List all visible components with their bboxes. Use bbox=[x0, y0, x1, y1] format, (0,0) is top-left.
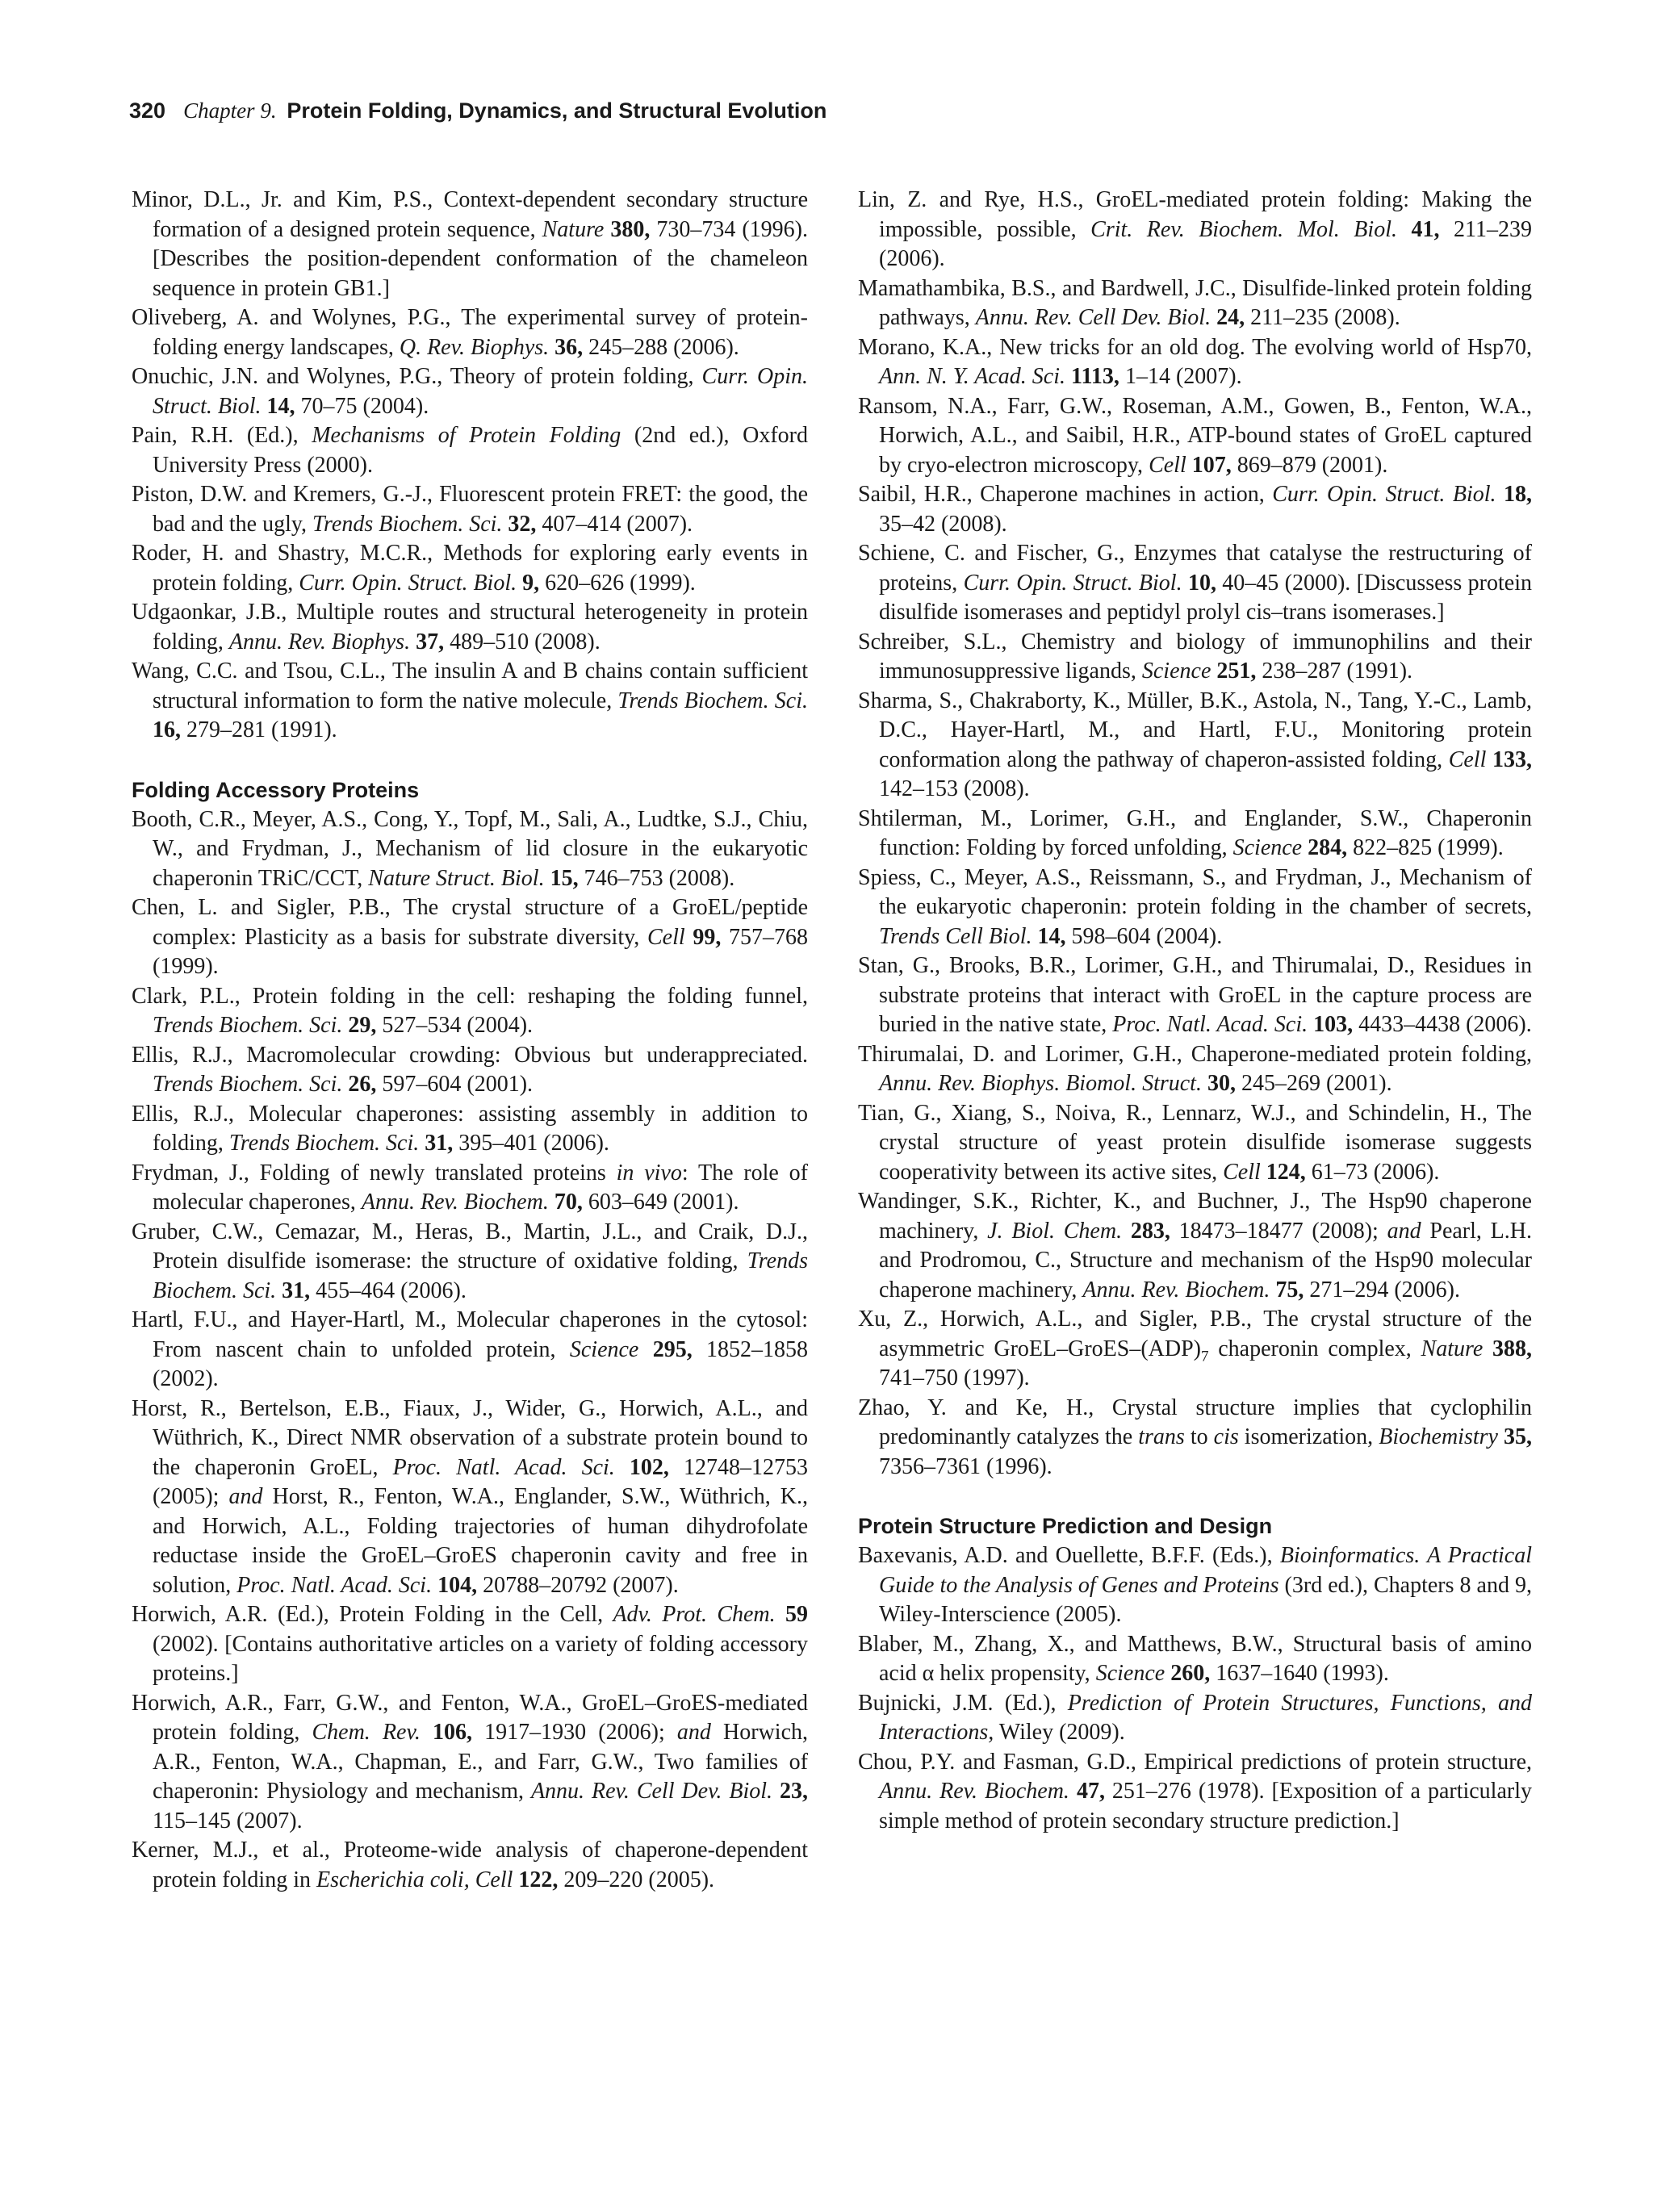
reference-text bbox=[549, 1190, 554, 1215]
reference-text: 388, bbox=[1492, 1336, 1532, 1361]
reference-text bbox=[545, 866, 550, 891]
reference-text: 24, bbox=[1216, 305, 1245, 330]
reference-text: Trends Biochem. Sci. bbox=[228, 1131, 420, 1156]
reference-text: 14, bbox=[266, 393, 295, 419]
reference-text: 1852–1858 (2002). bbox=[153, 1336, 809, 1391]
reference-text: Horwich, A.R., Fenton, W.A., Chapman, E., and Farr, G.W., Two families of chaperonin: Physiology and mechanism, bbox=[153, 1720, 808, 1804]
reference-entry bbox=[132, 1395, 808, 1601]
reference-text: Pearl, L.H. and Prodromou, C., Structure and mechanism of the Hsp90 molecular chaperone machinery, bbox=[879, 1218, 1533, 1303]
reference-text bbox=[638, 1337, 652, 1362]
reference-entry bbox=[132, 539, 808, 598]
reference-text: 47, bbox=[1076, 1779, 1105, 1804]
reference-text: 1113, bbox=[1071, 364, 1119, 389]
reference-text: 75, bbox=[1275, 1277, 1304, 1303]
page-number: 320 bbox=[129, 98, 166, 123]
reference-text: Wandinger, S.K., Richter, K., and Buchner, J., The Hsp90 chaperone machinery, bbox=[858, 1189, 1532, 1244]
reference-text: 251, bbox=[1216, 659, 1257, 684]
reference-text bbox=[776, 1602, 785, 1627]
reference-text: Nature Struct. Biol. bbox=[368, 865, 545, 891]
reference-text: Minor, D.L., Jr. and Kim, P.S., Context-dependent secondary structure formation of a designed protein sequence, bbox=[132, 187, 808, 242]
reference-text: Adv. Prot. Chem. bbox=[613, 1602, 776, 1627]
reference-text bbox=[262, 394, 267, 419]
reference-text bbox=[1032, 924, 1038, 949]
reference-text: Science bbox=[1141, 659, 1212, 684]
reference-text: 822–825 (1999). bbox=[1347, 835, 1504, 860]
reference-text: 18473–18477 (2008); bbox=[1170, 1218, 1387, 1244]
reference-entry bbox=[132, 1100, 808, 1159]
reference-text bbox=[1065, 364, 1071, 389]
reference-text: Curr. Opin. Struct. Biol. bbox=[963, 570, 1182, 596]
reference-text: Trends Biochem. Sci. bbox=[312, 511, 503, 537]
reference-text: 26, bbox=[348, 1072, 377, 1097]
reference-text: isomerization, bbox=[1238, 1424, 1379, 1449]
reference-list-section bbox=[132, 805, 808, 1896]
reference-text: 284, bbox=[1308, 835, 1348, 860]
reference-text: 527–534 (2004). bbox=[376, 1013, 534, 1038]
reference-text: Trends Biochem. Sci. bbox=[153, 1072, 343, 1097]
reference-text: 37, bbox=[416, 629, 445, 654]
reference-entry bbox=[132, 1218, 808, 1307]
reference-text: 380, bbox=[610, 216, 651, 242]
reference-entry bbox=[858, 1099, 1532, 1188]
reference-text: Cell bbox=[1149, 452, 1186, 478]
reference-entry bbox=[858, 392, 1532, 481]
reference-text: in vivo bbox=[616, 1160, 682, 1185]
reference-text: 35, bbox=[1504, 1424, 1533, 1449]
reference-text: Crit. Rev. Biochem. Mol. Biol. bbox=[1090, 216, 1397, 242]
reference-text: : The role of molecular chaperones, bbox=[153, 1160, 808, 1215]
reference-text: 455–464 (2006). bbox=[310, 1277, 467, 1303]
reference-text: 18, bbox=[1504, 482, 1533, 507]
reference-entry bbox=[132, 893, 808, 982]
reference-text: Nature bbox=[542, 216, 605, 242]
reference-text bbox=[1186, 453, 1192, 478]
reference-text: Horwich, A.R. (Ed.), Protein Folding in the Cell, bbox=[132, 1602, 613, 1627]
reference-text: Trends Biochem. Sci. bbox=[153, 1013, 343, 1038]
reference-text: 260, bbox=[1170, 1661, 1211, 1686]
reference-text: Curr. Opin. Struct. Biol. bbox=[299, 570, 517, 596]
reference-text: Pain, R.H. (Ed.), bbox=[132, 423, 312, 448]
reference-text: 603–649 (2001). bbox=[582, 1190, 739, 1215]
reference-text: Frydman, J., Folding of newly translated proteins bbox=[132, 1160, 617, 1185]
reference-entry bbox=[858, 1187, 1532, 1305]
reference-text: Cell bbox=[1223, 1159, 1261, 1185]
reference-text: Chen, L. and Sigler, P.B., The crystal structure of a GroEL/peptide complex: Plasticity as a basis for substrate diversity, bbox=[132, 895, 808, 950]
reference-entry bbox=[132, 657, 808, 746]
reference-text: 271–294 (2006). bbox=[1304, 1277, 1460, 1303]
reference-text: 20788–20792 (2007). bbox=[477, 1572, 679, 1598]
reference-text: Escherichia coli, Cell bbox=[316, 1867, 513, 1892]
reference-text: Science bbox=[1095, 1661, 1165, 1686]
reference-text: 10, bbox=[1187, 570, 1216, 596]
reference-text: 102, bbox=[629, 1454, 669, 1480]
reference-text: 36, bbox=[554, 334, 584, 360]
reference-text: Ellis, R.J., Molecular chaperones: assisting assembly in addition to folding, bbox=[132, 1101, 808, 1156]
reference-text: 4433–4438 (2006). bbox=[1353, 1012, 1532, 1037]
reference-text bbox=[1486, 747, 1492, 772]
reference-text: 279–281 (1991). bbox=[181, 717, 337, 742]
reference-entry bbox=[132, 480, 808, 539]
reference-text: 41, bbox=[1411, 216, 1440, 242]
reference-text: 597–604 (2001). bbox=[376, 1072, 534, 1097]
reference-text: 9, bbox=[522, 570, 540, 596]
reference-text bbox=[1069, 1779, 1077, 1804]
reference-entry bbox=[858, 1748, 1532, 1837]
reference-text: Udgaonkar, J.B., Multiple routes and structural heterogeneity in protein folding, bbox=[132, 600, 808, 654]
reference-text: Tian, G., Xiang, S., Noiva, R., Lennarz, W.J., and Schindelin, H., The crystal structure of yeast protein disulfide isomerase suggests cooperativity between its active sites, bbox=[858, 1100, 1532, 1185]
reference-text: 407–414 (2007). bbox=[536, 511, 693, 537]
reference-text: (2002). [Contains authoritative articles on a variety of folding accessory proteins.] bbox=[153, 1631, 808, 1686]
reference-text bbox=[421, 1720, 433, 1745]
running-header bbox=[129, 98, 826, 123]
reference-entry bbox=[132, 1306, 808, 1395]
reference-text bbox=[1122, 1219, 1131, 1244]
reference-text: 245–288 (2006). bbox=[583, 334, 739, 360]
reference-text: 23, bbox=[780, 1779, 808, 1804]
reference-text: 741–750 (1997). bbox=[879, 1365, 1030, 1390]
reference-text: Piston, D.W. and Kremers, G.-J., Fluorescent protein FRET: the good, the bad and the ugly, bbox=[132, 482, 808, 537]
reference-entry bbox=[858, 805, 1532, 863]
reference-entry bbox=[132, 421, 808, 480]
reference-text: Xu, Z., Horwich, A.L., and Sigler, P.B., The crystal structure of the asymmetric GroEL–GroES–(ADP) bbox=[858, 1307, 1532, 1361]
reference-entry bbox=[858, 628, 1532, 687]
reference-entry bbox=[132, 982, 808, 1041]
reference-text: (3rd ed.), Chapters 8 and 9, Wiley-Interscience (2005). bbox=[879, 1572, 1533, 1627]
reference-text: 211–239 (2006). bbox=[879, 216, 1532, 271]
reference-text: Prediction of Protein Structures, Functions, and Interactions, bbox=[879, 1690, 1532, 1745]
reference-text bbox=[685, 925, 693, 950]
reference-text: Proc. Natl. Acad. Sci. bbox=[392, 1454, 615, 1480]
reference-text: J. Biol. Chem. bbox=[987, 1218, 1123, 1244]
reference-text: Curr. Opin. Struct. Biol. bbox=[1272, 482, 1496, 507]
reference-entry bbox=[132, 598, 808, 657]
reference-text: 122, bbox=[518, 1867, 559, 1892]
reference-text: Zhao, Y. and Ke, H., Crystal structure implies that cyclophilin predominantly catalyzes the bbox=[858, 1395, 1532, 1449]
left-column bbox=[132, 186, 808, 1895]
reference-text: and bbox=[1387, 1218, 1421, 1244]
reference-text: Ransom, N.A., Farr, G.W., Roseman, A.M., Gowen, B., Fenton, W.A., Horwich, A.L., and Saibil, H.R., ATP-bound states of GroEL captured by cryo-electron microscopy, bbox=[858, 393, 1532, 478]
reference-text: Proc. Natl. Acad. Sci. bbox=[1112, 1012, 1308, 1037]
reference-text: 211–235 (2008). bbox=[1245, 305, 1400, 330]
reference-text: Annu. Rev. Cell Dev. Biol. bbox=[530, 1779, 773, 1804]
reference-text: Annu. Rev. Biochem. bbox=[1082, 1277, 1270, 1303]
reference-text: 124, bbox=[1266, 1159, 1306, 1185]
reference-text: and bbox=[676, 1720, 711, 1745]
reference-text: 61–73 (2006). bbox=[1305, 1159, 1440, 1185]
section-title-protein-structure-prediction: Protein Structure Prediction and Design bbox=[858, 1514, 1273, 1538]
reference-text: 620–626 (1999). bbox=[539, 570, 696, 596]
reference-text: 115–145 (2007). bbox=[153, 1808, 303, 1834]
reference-text: 40–45 (2000). [Discussess protein disulfide isomerases and peptidyl prolyl cis–trans isomerases.] bbox=[879, 570, 1532, 625]
reference-text: 35–42 (2008). bbox=[879, 511, 1007, 537]
reference-text: 869–879 (2001). bbox=[1231, 452, 1388, 478]
reference-entry bbox=[858, 1040, 1532, 1099]
section-title-folding-accessory-proteins: Folding Accessory Proteins bbox=[132, 777, 420, 802]
reference-entry bbox=[858, 539, 1532, 628]
reference-text: 1637–1640 (1993). bbox=[1210, 1661, 1389, 1686]
reference-text: 15, bbox=[550, 865, 579, 891]
reference-text: 70–75 (2004). bbox=[295, 393, 429, 419]
reference-text: Mamathambika, B.S., and Bardwell, J.C., Disulfide-linked protein folding pathways, bbox=[858, 275, 1532, 330]
reference-text: 283, bbox=[1130, 1218, 1170, 1244]
reference-text: Annu. Rev. Biochem. bbox=[879, 1779, 1069, 1804]
reference-text: Trends Biochem. Sci. bbox=[617, 688, 808, 713]
reference-text: Mechanisms of Protein Folding bbox=[312, 423, 621, 448]
reference-entry bbox=[858, 1394, 1532, 1482]
reference-text: Kerner, M.J., et al., Proteome-wide analysis of chaperone-dependent protein folding in bbox=[132, 1838, 808, 1892]
reference-text: Trends Cell Biol. bbox=[879, 923, 1032, 949]
reference-text: Wang, C.C. and Tsou, C.L., The insulin A and B chains contain sufficient structural information to form the native molecule, bbox=[132, 659, 808, 713]
reference-text: 14, bbox=[1037, 923, 1066, 949]
reference-text: 107, bbox=[1191, 452, 1232, 478]
reference-entry bbox=[858, 1541, 1532, 1630]
reference-text: Horwich, A.R., Farr, G.W., and Fenton, W.A., GroEL–GroES-mediated protein folding, bbox=[132, 1690, 808, 1745]
reference-entry bbox=[858, 863, 1532, 952]
reference-text: 1917–1930 (2006); bbox=[472, 1720, 677, 1745]
reference-text: 209–220 (2005). bbox=[558, 1867, 715, 1892]
reference-entry bbox=[858, 1689, 1532, 1748]
reference-text: Curr. Opin. Struct. Biol. bbox=[153, 364, 808, 419]
chapter-label: Chapter 9. bbox=[183, 98, 277, 123]
reference-text: Booth, C.R., Meyer, A.S., Cong, Y., Topf, M., Sali, A., Ludtke, S.J., Chiu, W., and Frydman, J., Mechanism of lid closure in the eukaryotic chaperonin TRiC/CCT, bbox=[132, 806, 808, 891]
reference-list-section bbox=[858, 1541, 1532, 1836]
reference-entry bbox=[858, 1305, 1532, 1394]
reference-text: 31, bbox=[425, 1131, 454, 1156]
reference-text: Saibil, H.R., Chaperone machines in action, bbox=[858, 482, 1273, 507]
reference-entry bbox=[132, 1836, 808, 1895]
reference-text bbox=[772, 1779, 780, 1804]
reference-text: and bbox=[228, 1484, 263, 1509]
reference-text: 12748–12753 (2005); bbox=[153, 1454, 809, 1509]
reference-entry bbox=[132, 1159, 808, 1218]
reference-text bbox=[1182, 571, 1188, 596]
reference-text bbox=[615, 1455, 630, 1480]
reference-entry bbox=[132, 303, 808, 362]
reference-text: Horst, R., Fenton, W.A., Englander, S.W., Wüthrich, K., and Horwich, A.L., Folding trajectories of human dihydrofolate reductase inside the GroEL–GroES chaperonin cavity and free in solution, bbox=[153, 1484, 808, 1598]
reference-text: 238–287 (1991). bbox=[1256, 659, 1413, 684]
reference-entry bbox=[132, 1041, 808, 1100]
reference-list-top bbox=[858, 186, 1532, 1482]
reference-text: Gruber, C.W., Cemazar, M., Heras, B., Martin, J.L., and Craik, D.J., Protein disulfide isomerase: the structure of oxidative folding, bbox=[132, 1219, 808, 1273]
reference-text: 7 bbox=[1201, 1348, 1209, 1365]
reference-entry bbox=[132, 1689, 808, 1837]
reference-text: Schreiber, S.L., Chemistry and biology of immunophilins and their immunosuppressive ligands, bbox=[858, 629, 1532, 684]
reference-entry bbox=[858, 951, 1532, 1040]
reference-text: 29, bbox=[348, 1013, 377, 1038]
reference-text: Lin, Z. and Rye, H.S., GroEL-mediated protein folding: Making the impossible, possible, bbox=[858, 187, 1532, 242]
reference-text: cis bbox=[1213, 1424, 1239, 1449]
reference-entry bbox=[132, 362, 808, 421]
reference-text: Sharma, S., Chakraborty, K., Müller, B.K., Astola, N., Tang, Y.-C., Lamb, D.C., Hayer-Hartl, M., and Hartl, F.U., Monitoring protein conformation along the pathway of chaperon-assisted folding, bbox=[858, 688, 1532, 772]
reference-text: Chou, P.Y. and Fasman, G.D., Empirical predictions of protein structure, bbox=[858, 1749, 1532, 1775]
reference-text: Shtilerman, M., Lorimer, G.H., and Englander, S.W., Chaperonin function: Folding by forced unfolding, bbox=[858, 805, 1532, 860]
reference-text: Blaber, M., Zhang, X., and Matthews, B.W., Structural basis of amino acid α helix propensity, bbox=[858, 1631, 1532, 1686]
reference-text: 103, bbox=[1313, 1012, 1354, 1037]
reference-text: 32, bbox=[508, 511, 537, 537]
reference-text: 395–401 (2006). bbox=[453, 1131, 609, 1156]
reference-text: 142–153 (2008). bbox=[879, 776, 1030, 801]
reference-text: Trends Biochem. Sci. bbox=[153, 1248, 808, 1303]
reference-text: 1–14 (2007). bbox=[1119, 364, 1242, 389]
reference-text: 30, bbox=[1207, 1071, 1236, 1096]
reference-text: Clark, P.L., Protein folding in the cell: reshaping the folding funnel, bbox=[132, 983, 808, 1009]
reference-text: Chem. Rev. bbox=[312, 1720, 421, 1745]
reference-text: Science bbox=[569, 1336, 639, 1362]
reference-text: Spiess, C., Meyer, A.S., Reissmann, S., and Frydman, J., Mechanism of the eukaryotic chaperonin: protein folding in the chamber of secrets, bbox=[858, 864, 1532, 919]
reference-text: 746–753 (2008). bbox=[578, 865, 735, 891]
reference-entry bbox=[132, 1600, 808, 1689]
reference-text: Annu. Rev. Biochem. bbox=[361, 1190, 549, 1215]
reference-text: 99, bbox=[693, 924, 722, 950]
reference-text: Thirumalai, D. and Lorimer, G.H., Chaperone-mediated protein folding, bbox=[858, 1041, 1532, 1067]
right-column bbox=[858, 186, 1532, 1836]
reference-text: 251–276 (1978). [Exposition of a particularly simple method of protein secondary structure prediction.] bbox=[879, 1779, 1532, 1834]
reference-text: Cell bbox=[1448, 746, 1487, 772]
reference-text: Proc. Natl. Acad. Sci. bbox=[236, 1572, 433, 1598]
reference-text bbox=[1261, 1160, 1266, 1185]
reference-text bbox=[1496, 482, 1504, 507]
reference-entry bbox=[858, 1630, 1532, 1689]
reference-text: Bioinformatics. A Practical Guide to the Analysis of Genes and Proteins bbox=[879, 1543, 1532, 1598]
reference-text: 730–734 (1996). [Describes the position-dependent conformation of the chameleon sequence in protein GB1.] bbox=[153, 216, 809, 301]
reference-text: to bbox=[1184, 1424, 1214, 1449]
reference-entry bbox=[858, 687, 1532, 805]
reference-text: 133, bbox=[1492, 746, 1532, 772]
reference-text: Oliveberg, A. and Wolynes, P.G., The experimental survey of protein-folding energy landscapes, bbox=[132, 305, 808, 360]
reference-text: 489–510 (2008). bbox=[444, 629, 601, 654]
reference-text: Schiene, C. and Fischer, G., Enzymes that catalyse the restructuring of proteins, bbox=[858, 541, 1532, 596]
reference-text: Onuchic, J.N. and Wolynes, P.G., Theory of protein folding, bbox=[132, 364, 702, 389]
reference-text: Stan, G., Brooks, B.R., Lorimer, G.H., and Thirumalai, D., Residues in substrate proteins that interact with GroEL in the capture process are buried in the native state, bbox=[858, 953, 1532, 1037]
reference-text: (2nd ed.), Oxford University Press (2000). bbox=[153, 423, 808, 478]
reference-entry bbox=[858, 186, 1532, 274]
reference-entry bbox=[858, 480, 1532, 539]
reference-text: 598–604 (2004). bbox=[1065, 923, 1223, 949]
reference-text: Annu. Rev. Biophys. bbox=[228, 629, 411, 654]
reference-text: 295, bbox=[652, 1336, 693, 1362]
reference-text: 104, bbox=[437, 1572, 478, 1598]
reference-text: 7356–7361 (1996). bbox=[879, 1453, 1052, 1479]
reference-entry bbox=[132, 186, 808, 303]
reference-text: Annu. Rev. Biophys. Biomol. Struct. bbox=[879, 1071, 1202, 1096]
reference-text: 245–269 (2001). bbox=[1235, 1071, 1392, 1096]
reference-text: Roder, H. and Shastry, M.C.R., Methods for exploring early events in protein folding, bbox=[132, 541, 808, 596]
reference-text: trans bbox=[1138, 1424, 1185, 1449]
reference-entry bbox=[858, 333, 1532, 392]
reference-text: Annu. Rev. Cell Dev. Biol. bbox=[975, 305, 1212, 330]
reference-text: Ellis, R.J., Macromolecular crowding: Obvious but underappreciated. bbox=[132, 1042, 808, 1068]
reference-text: Q. Rev. Biophys. bbox=[399, 334, 550, 360]
reference-entry bbox=[858, 274, 1532, 333]
reference-text: 31, bbox=[282, 1277, 311, 1303]
reference-text: Hartl, F.U., and Hayer-Hartl, M., Molecular chaperones in the cytosol: From nascent chain to unfolded protein, bbox=[132, 1307, 808, 1362]
reference-text bbox=[1202, 1071, 1207, 1096]
reference-text: Ann. N. Y. Acad. Sci. bbox=[879, 364, 1066, 389]
reference-text bbox=[1483, 1336, 1492, 1361]
reference-text bbox=[1397, 217, 1412, 242]
reference-entry bbox=[132, 805, 808, 894]
reference-text: 70, bbox=[554, 1190, 583, 1215]
reference-text: Nature bbox=[1421, 1336, 1484, 1361]
reference-text bbox=[1498, 1424, 1504, 1449]
reference-text: 59 bbox=[785, 1602, 808, 1627]
chapter-title: Protein Folding, Dynamics, and Structural Evolution bbox=[287, 98, 827, 123]
reference-text: 757–768 (1999). bbox=[153, 924, 809, 979]
reference-list-top bbox=[132, 186, 808, 746]
reference-text: 106, bbox=[433, 1720, 472, 1745]
reference-text: Horst, R., Bertelson, E.B., Fiaux, J., Wider, G., Horwich, A.L., and Wüthrich, K., Direct NMR observation of a substrate protein bound to the chaperonin GroEL, bbox=[132, 1395, 808, 1480]
reference-text: Morano, K.A., New tricks for an old dog. The evolving world of Hsp70, bbox=[858, 334, 1532, 360]
reference-text: Wiley (2009). bbox=[994, 1720, 1125, 1745]
reference-text: Baxevanis, A.D. and Ouellette, B.F.F. (Eds.), bbox=[858, 1543, 1280, 1568]
reference-text: Cell bbox=[647, 924, 685, 950]
reference-text: Biochemistry bbox=[1379, 1424, 1498, 1449]
reference-text: Science bbox=[1232, 835, 1303, 860]
reference-text: Bujnicki, J.M. (Ed.), bbox=[858, 1690, 1068, 1716]
reference-text: chaperonin complex, bbox=[1208, 1336, 1421, 1361]
reference-text: 16, bbox=[153, 717, 181, 742]
